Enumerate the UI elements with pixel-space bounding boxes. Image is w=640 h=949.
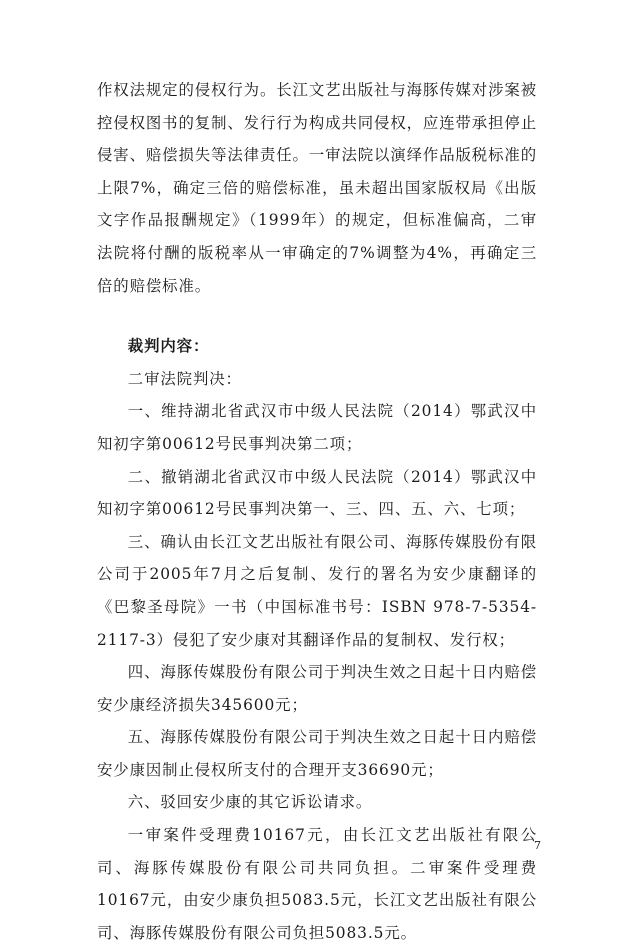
judgment-item-6: 六、驳回安少康的其它诉讼请求。 [127, 793, 373, 812]
judgment-item-1: 一、维持湖北省武汉市中级人民法院（2014）鄂武汉中知初字第00612号民事判决第二项； [97, 402, 537, 453]
judgment-item-2: 二、撤销湖北省武汉市中级人民法院（2014）鄂武汉中知初字第00612号民事判决第一、三、四、五、六、七项； [97, 467, 537, 519]
judgment-item-5: 五、海豚传媒股份有限公司于判决生效之日起十日内赔偿安少康因制止侵权所支付的合理开支36690元； [97, 728, 537, 779]
court-fees-paragraph: 一审案件受理费10167元，由长江文艺出版社有限公司、海豚传媒股份有限公司共同负担。二审案件受理费10167元，由安少康负担5083.5元，长江文艺出版社有限公司、海豚传媒股份有限公司负担5083.5元。 [97, 826, 537, 942]
judgment-item-3: 三、确认由长江文艺出版社有限公司、海豚传媒股份有限公司于2005年7月之后复制、发行的署名为安少康翻译的《巴黎圣母院》一书（中国标准书号：ISBN 978-7-5354-2117-3）侵犯了安少康对其翻译作品的复制权、发行权； [97, 532, 537, 649]
section-heading-judgment: 裁判内容： [127, 337, 210, 356]
paragraph-continued: 作权法规定的侵权行为。长江文艺出版社与海豚传媒对涉案被控侵权图书的复制、发行行为构成共同侵权，应连带承担停止侵害、赔偿损失等法律责任。一审法院以演绎作品版税标准的上限7%，确定三倍的赔偿标准，虽未超出国家版权局《出版文字作品报酬规定》（1999年）的规定，但标准偏高，二审法院将付酬的版税率从一审确定的7%调整为4%，再确定三倍的赔偿标准。 [97, 81, 537, 295]
page-number: 7 [534, 839, 541, 852]
document-body [97, 74, 537, 949]
judgment-item-4: 四、海豚传媒股份有限公司于判决生效之日起十日内赔偿安少康经济损失345600元； [97, 663, 537, 714]
judgment-intro: 二审法院判决： [127, 369, 242, 388]
